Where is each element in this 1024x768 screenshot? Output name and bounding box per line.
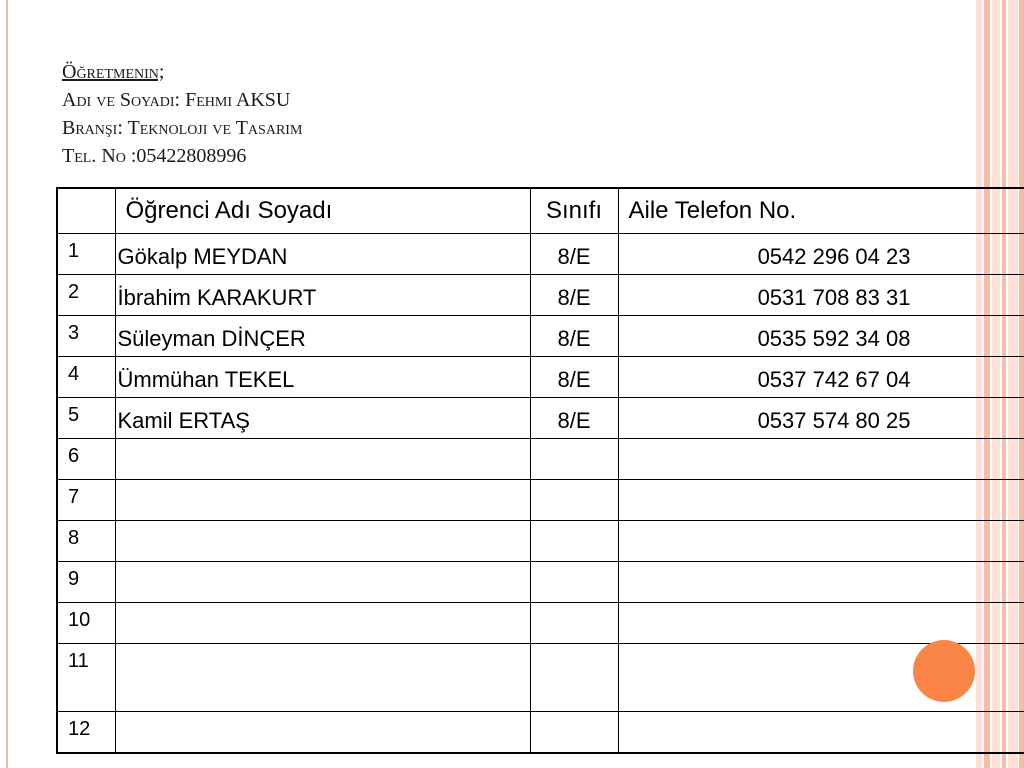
table-row xyxy=(57,521,1024,562)
student-class xyxy=(530,644,618,712)
student-class: 8/E xyxy=(530,398,618,439)
teacher-heading: Öğretmenin; xyxy=(62,61,165,83)
table-row xyxy=(57,644,1024,712)
family-phone xyxy=(618,712,1024,753)
family-phone xyxy=(618,562,1024,603)
table-row xyxy=(57,562,1024,603)
student-class xyxy=(530,480,618,521)
table-row xyxy=(57,439,1024,480)
student-name xyxy=(115,562,530,603)
row-number: 2 xyxy=(57,275,115,316)
student-name xyxy=(115,480,530,521)
family-phone: 0535 592 34 08 xyxy=(618,316,1024,357)
student-class xyxy=(530,603,618,644)
student-name: Kamil ERTAŞ xyxy=(115,398,530,439)
left-border-line xyxy=(6,0,8,768)
table-row xyxy=(57,234,1024,275)
row-number: 8 xyxy=(57,521,115,562)
teacher-phone: Tel. No :05422808996 xyxy=(62,145,247,167)
family-phone: 0542 296 04 23 xyxy=(618,234,1024,275)
student-name: İbrahim KARAKURT xyxy=(115,275,530,316)
row-number: 3 xyxy=(57,316,115,357)
row-number: 5 xyxy=(57,398,115,439)
table-row xyxy=(57,398,1024,439)
table-row xyxy=(57,480,1024,521)
decorative-orange-circle xyxy=(913,640,975,702)
student-name: Gökalp MEYDAN xyxy=(115,234,530,275)
teacher-info xyxy=(62,58,302,170)
header-family-phone: Aile Telefon No. xyxy=(618,188,1024,234)
teacher-name: Adı ve Soyadı: Fehmi AKSU xyxy=(62,89,291,111)
family-phone: 0537 574 80 25 xyxy=(618,398,1024,439)
row-number: 9 xyxy=(57,562,115,603)
teacher-branch: Branşı: Teknoloji ve Tasarım xyxy=(62,117,303,139)
student-class: 8/E xyxy=(530,316,618,357)
student-name xyxy=(115,603,530,644)
table-row xyxy=(57,712,1024,753)
family-phone: 0537 742 67 04 xyxy=(618,357,1024,398)
family-phone: 0531 708 83 31 xyxy=(618,275,1024,316)
student-name: Süleyman DİNÇER xyxy=(115,316,530,357)
row-number: 6 xyxy=(57,439,115,480)
family-phone xyxy=(618,480,1024,521)
student-name xyxy=(115,439,530,480)
table-row xyxy=(57,357,1024,398)
student-class xyxy=(530,439,618,480)
student-class: 8/E xyxy=(530,275,618,316)
row-number: 1 xyxy=(57,234,115,275)
row-number: 7 xyxy=(57,480,115,521)
student-name xyxy=(115,521,530,562)
family-phone xyxy=(618,439,1024,480)
row-number: 10 xyxy=(57,603,115,644)
row-number: 12 xyxy=(57,712,115,753)
student-name xyxy=(115,644,530,712)
student-class: 8/E xyxy=(530,357,618,398)
table-header-row xyxy=(57,188,1024,234)
header-class: Sınıfı xyxy=(530,188,618,234)
student-class xyxy=(530,521,618,562)
family-phone xyxy=(618,603,1024,644)
row-number: 11 xyxy=(57,644,115,712)
table-row xyxy=(57,316,1024,357)
student-name xyxy=(115,712,530,753)
student-class: 8/E xyxy=(530,234,618,275)
student-name: Ümmühan TEKEL xyxy=(115,357,530,398)
student-class xyxy=(530,712,618,753)
row-number: 4 xyxy=(57,357,115,398)
header-student-name: Öğrenci Adı Soyadı xyxy=(115,188,530,234)
student-class xyxy=(530,562,618,603)
table-row xyxy=(57,603,1024,644)
table-row xyxy=(57,275,1024,316)
family-phone xyxy=(618,521,1024,562)
student-table xyxy=(56,187,1024,754)
header-num xyxy=(57,188,115,234)
